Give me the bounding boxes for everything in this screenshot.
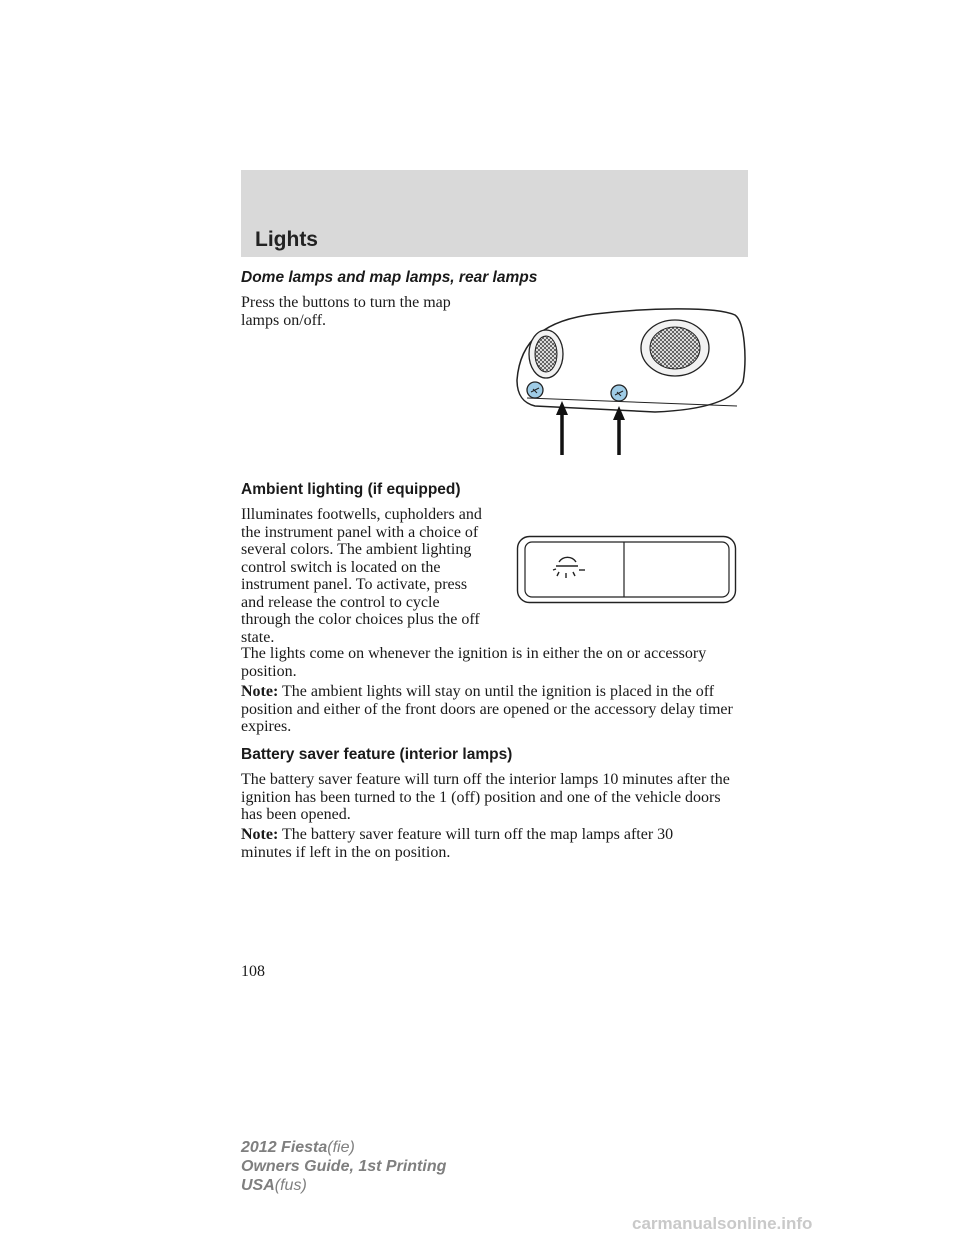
note-label: Note: xyxy=(241,683,279,700)
footer xyxy=(241,1138,446,1195)
footer-model-code: (fie) xyxy=(327,1139,355,1156)
battery-note xyxy=(241,826,711,861)
page-title: Lights xyxy=(255,228,318,251)
ambient-switch-illustration xyxy=(516,535,738,605)
footer-guide: Owners Guide, 1st Printing xyxy=(241,1158,447,1175)
battery-saver-heading: Battery saver feature (interior lamps) xyxy=(241,746,513,763)
ambient-lighting-text: Illuminates footwells, cupholders and the instrument panel with a choice of several colors. The ambient lighting control switch is located on the instrument panel. To activate, press and release the control to cycle through the color choices plus the off state. xyxy=(241,506,482,646)
ambient-lighting-activation-text: The lights come on whenever the ignition is in either the on or accessory position. xyxy=(241,645,707,680)
dome-lamps-heading: Dome lamps and map lamps, rear lamps xyxy=(241,269,538,286)
footer-market: USA xyxy=(241,1177,275,1194)
footer-market-code: (fus) xyxy=(274,1177,307,1194)
ambient-lighting-heading: Ambient lighting (if equipped) xyxy=(241,481,461,498)
overhead-console-illustration xyxy=(505,300,755,460)
watermark: carmanualsonline.info xyxy=(632,1214,813,1233)
page-number: 108 xyxy=(241,963,265,980)
ambient-note xyxy=(241,683,741,736)
battery-saver-text: The battery saver feature will turn off the interior lamps 10 minutes after the ignition has been turned to the 1 (off) position and one of the vehicle doors has been opened. xyxy=(241,771,730,823)
note-text: The battery saver feature will turn off the map lamps after 30 minutes if left in the on position. xyxy=(241,826,674,861)
footer-model: 2012 Fiesta xyxy=(241,1139,328,1156)
note-text: The ambient lights will stay on until the ignition is placed in the off position and either of the front doors are opened or the accessory delay timer expires. xyxy=(241,683,733,735)
dome-lamps-text: Press the buttons to turn the map lamps on/off. xyxy=(241,294,451,329)
note-label: Note: xyxy=(241,826,279,843)
